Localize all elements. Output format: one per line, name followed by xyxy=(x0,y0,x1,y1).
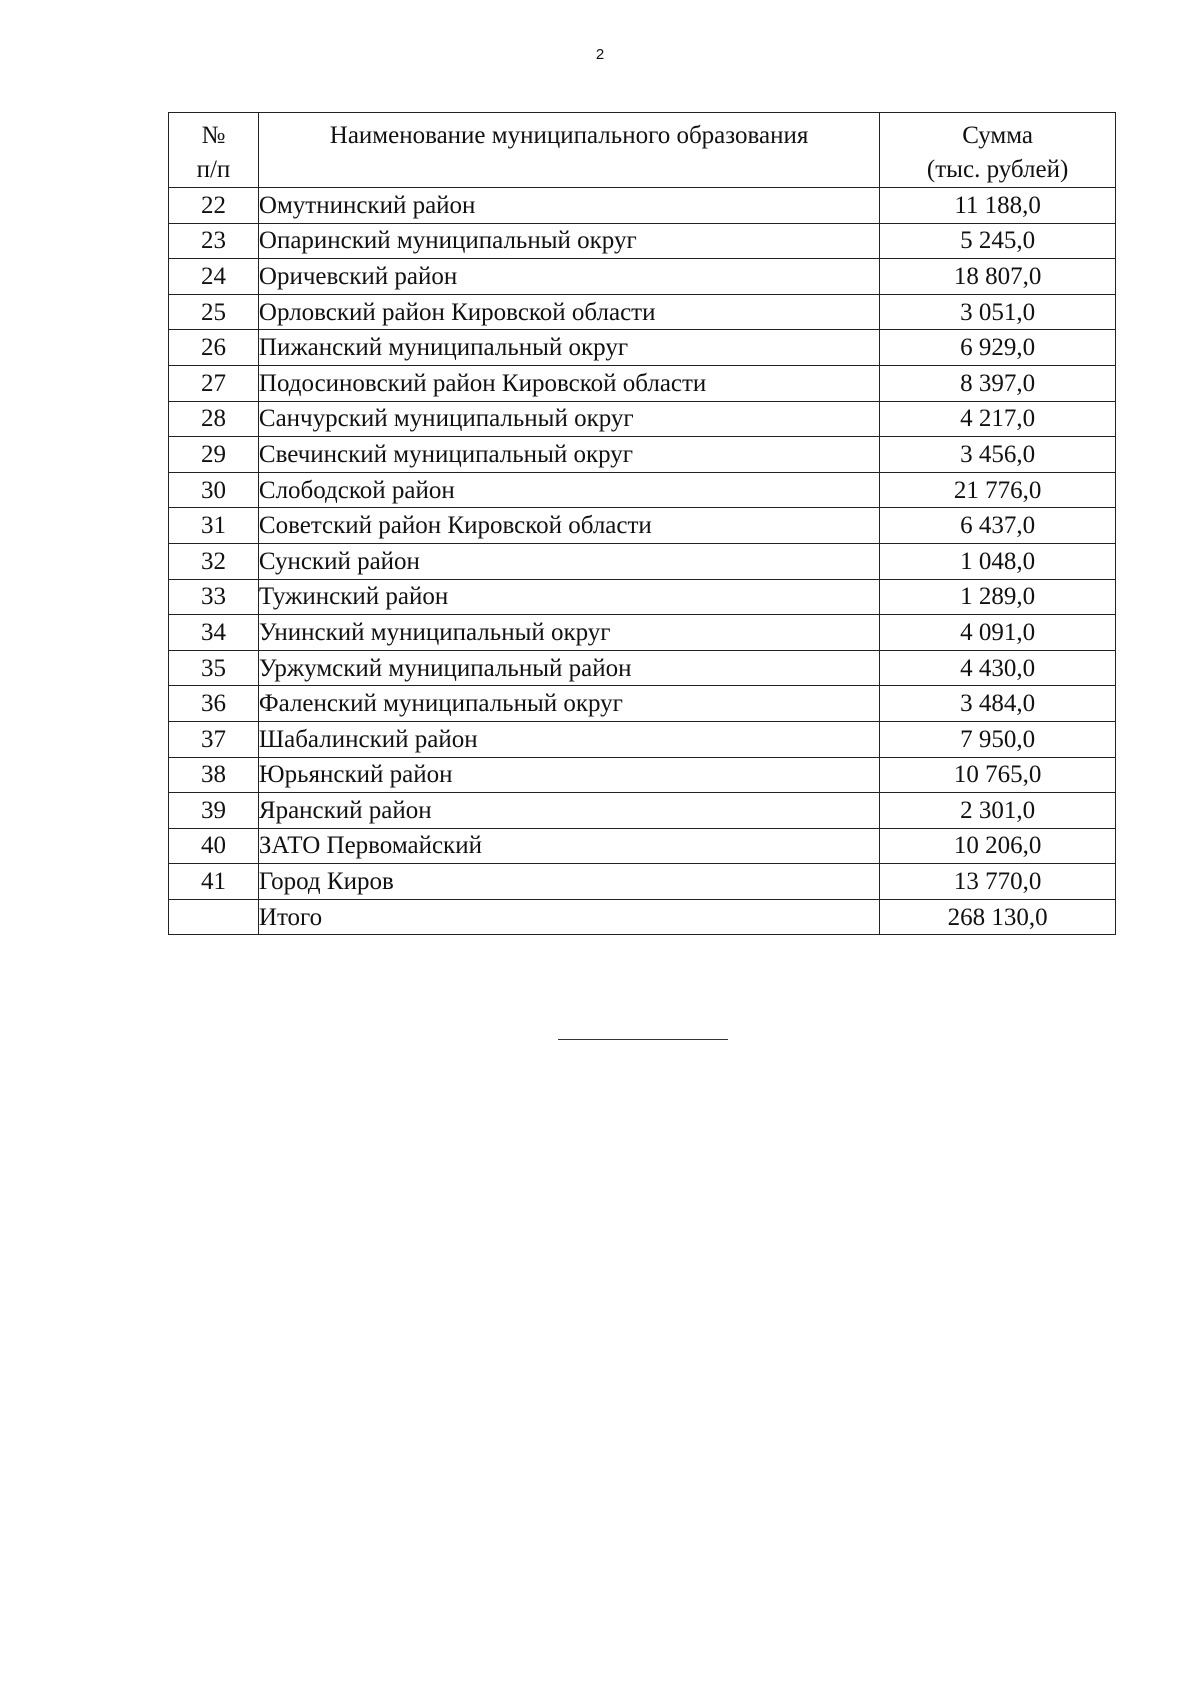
table-row xyxy=(169,508,1116,544)
row-number: 33 xyxy=(169,579,259,615)
row-sum: 3 484,0 xyxy=(880,686,1116,722)
row-sum: 18 807,0 xyxy=(880,259,1116,295)
row-sum: 8 397,0 xyxy=(880,365,1116,401)
municipality-name: Яранский район xyxy=(258,793,879,829)
municipality-name: Город Киров xyxy=(258,864,879,900)
municipality-name: Санчурский муниципальный округ xyxy=(258,401,879,437)
row-sum: 21 776,0 xyxy=(880,472,1116,508)
table-row xyxy=(169,437,1116,473)
row-sum: 13 770,0 xyxy=(880,864,1116,900)
row-sum: 7 950,0 xyxy=(880,721,1116,757)
row-number: 39 xyxy=(169,793,259,829)
table-row xyxy=(169,793,1116,829)
municipality-name: Сунский район xyxy=(258,543,879,579)
row-sum: 2 301,0 xyxy=(880,793,1116,829)
municipality-name: Оричевский район xyxy=(258,259,879,295)
row-number: 26 xyxy=(169,330,259,366)
table-row xyxy=(169,721,1116,757)
row-sum: 6 929,0 xyxy=(880,330,1116,366)
header-sum-line2: (тыс. рублей) xyxy=(926,156,1069,183)
row-sum: 3 456,0 xyxy=(880,437,1116,473)
row-number: 31 xyxy=(169,508,259,544)
row-number: 28 xyxy=(169,401,259,437)
row-number: 40 xyxy=(169,828,259,864)
row-sum: 3 051,0 xyxy=(880,294,1116,330)
row-number: 22 xyxy=(169,188,259,224)
municipality-name: ЗАТО Первомайский xyxy=(258,828,879,864)
header-num xyxy=(169,113,259,188)
row-number: 34 xyxy=(169,615,259,651)
municipality-name: Тужинский район xyxy=(258,579,879,615)
row-number xyxy=(169,899,259,935)
row-sum: 1 289,0 xyxy=(880,579,1116,615)
municipality-name: Юрьянский район xyxy=(258,757,879,793)
row-number: 24 xyxy=(169,259,259,295)
table-row xyxy=(169,686,1116,722)
municipality-name: Опаринский муниципальный округ xyxy=(258,223,879,259)
table-row xyxy=(169,223,1116,259)
table-row xyxy=(169,615,1116,651)
municipality-name: Пижанский муниципальный округ xyxy=(258,330,879,366)
row-sum: 10 765,0 xyxy=(880,757,1116,793)
table-row xyxy=(169,472,1116,508)
table-row xyxy=(169,650,1116,686)
table-row xyxy=(169,543,1116,579)
row-sum: 1 048,0 xyxy=(880,543,1116,579)
row-sum: 11 188,0 xyxy=(880,188,1116,224)
municipal-sums-table xyxy=(168,112,1116,935)
table-row xyxy=(169,579,1116,615)
header-name xyxy=(258,113,879,188)
municipality-name: Орловский район Кировской области xyxy=(258,294,879,330)
table-row xyxy=(169,330,1116,366)
total-row xyxy=(169,899,1116,935)
table-row xyxy=(169,864,1116,900)
municipality-name: Итого xyxy=(258,899,879,935)
page-number: 2 xyxy=(595,46,605,63)
row-number: 38 xyxy=(169,757,259,793)
municipality-name: Советский район Кировской области xyxy=(258,508,879,544)
row-number: 29 xyxy=(169,437,259,473)
header-sum-line1: Сумма xyxy=(962,122,1033,149)
table-body xyxy=(169,188,1116,935)
row-number: 37 xyxy=(169,721,259,757)
table-row xyxy=(169,188,1116,224)
municipality-name: Слободской район xyxy=(258,472,879,508)
row-sum: 4 217,0 xyxy=(880,401,1116,437)
header-sum xyxy=(880,113,1116,188)
row-number: 36 xyxy=(169,686,259,722)
row-number: 30 xyxy=(169,472,259,508)
row-number: 35 xyxy=(169,650,259,686)
row-sum: 6 437,0 xyxy=(880,508,1116,544)
table-row xyxy=(169,365,1116,401)
municipality-name: Унинский муниципальный округ xyxy=(258,615,879,651)
row-number: 27 xyxy=(169,365,259,401)
municipality-name: Фаленский муниципальный округ xyxy=(258,686,879,722)
end-divider xyxy=(558,1039,728,1040)
row-sum: 268 130,0 xyxy=(880,899,1116,935)
municipality-name: Шабалинский район xyxy=(258,721,879,757)
row-sum: 4 430,0 xyxy=(880,650,1116,686)
municipality-name: Омутнинский район xyxy=(258,188,879,224)
header-name-text: Наименование муниципального образования xyxy=(329,122,809,149)
municipality-name: Уржумский муниципальный район xyxy=(258,650,879,686)
row-sum: 5 245,0 xyxy=(880,223,1116,259)
row-sum: 10 206,0 xyxy=(880,828,1116,864)
row-number: 41 xyxy=(169,864,259,900)
table-header-row xyxy=(169,113,1116,188)
table-row xyxy=(169,757,1116,793)
row-number: 23 xyxy=(169,223,259,259)
table-row xyxy=(169,401,1116,437)
table-row xyxy=(169,294,1116,330)
row-number: 32 xyxy=(169,543,259,579)
table-row xyxy=(169,259,1116,295)
row-sum: 4 091,0 xyxy=(880,615,1116,651)
header-num-line1: № xyxy=(201,122,226,149)
municipality-name: Подосиновский район Кировской области xyxy=(258,365,879,401)
table-row xyxy=(169,828,1116,864)
municipality-name: Свечинский муниципальный округ xyxy=(258,437,879,473)
header-num-line2: п/п xyxy=(196,156,231,183)
row-number: 25 xyxy=(169,294,259,330)
